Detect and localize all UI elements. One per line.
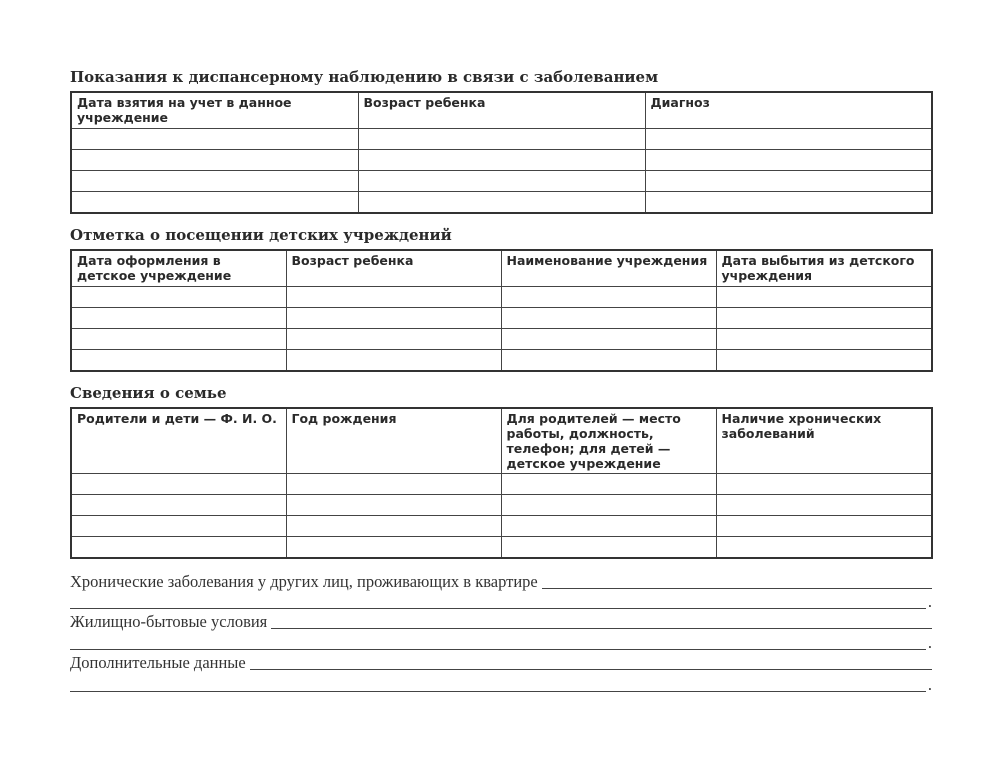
column-header-family-names: Родители и дети — Ф. И. О.: [71, 408, 286, 474]
table-row: [71, 495, 932, 516]
table-cell[interactable]: [286, 307, 501, 328]
column-header-registration-date: Дата взятия на учет в данное учреждение: [71, 92, 358, 128]
column-header-workplace: Для родителей — место работы, должность, телефон; для детей — детское учреждение: [501, 408, 716, 474]
table-cell[interactable]: [645, 170, 932, 191]
table-row: [71, 537, 932, 559]
additional-field: [70, 651, 932, 673]
dispensary-table: [70, 91, 933, 214]
table-cell[interactable]: [71, 349, 286, 371]
end-mark: .: [927, 675, 932, 694]
table-cell[interactable]: [71, 170, 358, 191]
chronic-others-field-continued: [70, 590, 932, 612]
family-table: [70, 407, 933, 559]
housing-field-continued: [70, 631, 932, 653]
column-header-chronic-diseases: Наличие хронических заболеваний: [716, 408, 932, 474]
table-row: [71, 516, 932, 537]
table-row: [71, 170, 932, 191]
section-title-family: Сведения о семье: [70, 384, 227, 402]
table-cell[interactable]: [716, 495, 932, 516]
table-cell[interactable]: [71, 191, 358, 213]
table-cell[interactable]: [286, 516, 501, 537]
table-cell[interactable]: [71, 495, 286, 516]
table-cell[interactable]: [716, 307, 932, 328]
table-cell[interactable]: [501, 495, 716, 516]
table-cell[interactable]: [71, 537, 286, 559]
table-cell[interactable]: [645, 149, 932, 170]
table-cell[interactable]: [286, 328, 501, 349]
additional-field-continued: [70, 673, 932, 695]
table-cell[interactable]: [286, 286, 501, 307]
chronic-others-line[interactable]: [542, 574, 932, 589]
column-header-institution-name: Наименование учреждения: [501, 250, 716, 286]
table-cell[interactable]: [71, 328, 286, 349]
table-cell[interactable]: [71, 474, 286, 495]
housing-field: [70, 610, 932, 632]
table-cell[interactable]: [716, 474, 932, 495]
table-cell[interactable]: [501, 516, 716, 537]
additional-label: Дополнительные данные: [70, 653, 246, 672]
chronic-others-field: [70, 570, 932, 592]
column-header-birth-year: Год рождения: [286, 408, 501, 474]
table-cell[interactable]: [358, 149, 645, 170]
table-cell[interactable]: [358, 128, 645, 149]
table-row: [71, 349, 932, 371]
housing-line-2[interactable]: [70, 635, 926, 650]
table-row: [71, 191, 932, 213]
end-mark: .: [927, 633, 932, 652]
table-cell[interactable]: [71, 307, 286, 328]
table-cell[interactable]: [716, 286, 932, 307]
table-cell[interactable]: [358, 170, 645, 191]
section-title-institutions: Отметка о посещении детских учреждений: [70, 226, 452, 244]
table-cell[interactable]: [501, 328, 716, 349]
table-row: [71, 286, 932, 307]
table-cell[interactable]: [645, 191, 932, 213]
table-cell[interactable]: [286, 349, 501, 371]
table-cell[interactable]: [716, 516, 932, 537]
table-cell[interactable]: [71, 516, 286, 537]
table-cell[interactable]: [501, 474, 716, 495]
table-cell[interactable]: [501, 537, 716, 559]
column-header-child-age: Возраст ребенка: [358, 92, 645, 128]
table-cell[interactable]: [358, 191, 645, 213]
table-cell[interactable]: [501, 286, 716, 307]
chronic-others-line-2[interactable]: [70, 594, 926, 609]
table-cell[interactable]: [645, 128, 932, 149]
institutions-table: [70, 249, 933, 372]
table-row: [71, 149, 932, 170]
table-row: [71, 328, 932, 349]
table-cell[interactable]: [501, 307, 716, 328]
column-header-child-age: Возраст ребенка: [286, 250, 501, 286]
table-cell[interactable]: [286, 474, 501, 495]
table-cell[interactable]: [286, 537, 501, 559]
table-cell[interactable]: [716, 349, 932, 371]
column-header-departure-date: Дата выбытия из детского учреждения: [716, 250, 932, 286]
table-cell[interactable]: [501, 349, 716, 371]
additional-line-2[interactable]: [70, 677, 926, 692]
table-cell[interactable]: [716, 537, 932, 559]
table-cell[interactable]: [286, 495, 501, 516]
housing-label: Жилищно-бытовые условия: [70, 612, 268, 631]
table-row: [71, 307, 932, 328]
additional-line[interactable]: [250, 655, 932, 670]
table-cell[interactable]: [71, 128, 358, 149]
table-row: [71, 474, 932, 495]
chronic-others-label: Хронические заболевания у других лиц, проживающих в квартире: [70, 572, 538, 591]
housing-line[interactable]: [271, 614, 932, 629]
end-mark: .: [927, 592, 932, 611]
section-title-dispensary: Показания к диспансерному наблюдению в связи с заболеванием: [70, 68, 659, 86]
column-header-enrollment-date: Дата оформления в детское учреждение: [71, 250, 286, 286]
column-header-diagnosis: Диагноз: [645, 92, 932, 128]
table-row: [71, 128, 932, 149]
table-cell[interactable]: [71, 149, 358, 170]
table-cell[interactable]: [71, 286, 286, 307]
table-cell[interactable]: [716, 328, 932, 349]
